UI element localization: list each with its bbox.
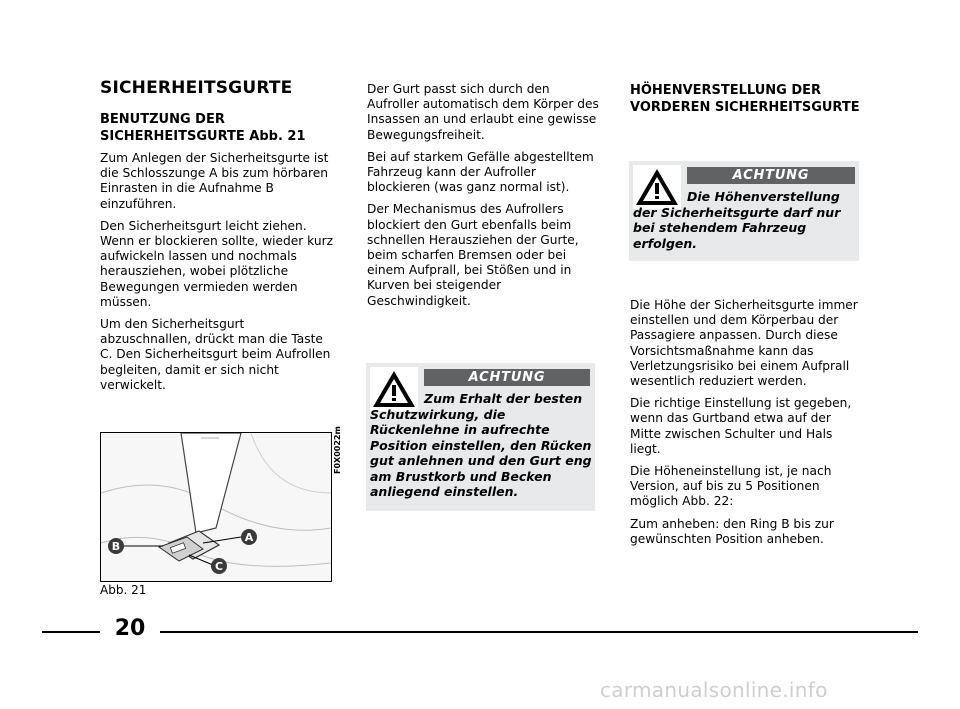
paragraph: Der Gurt passt sich durch den Aufroller automatisch dem Körper des Insassen an und erlaubt eine gewisse Bewegungsfreiheit. [367, 82, 599, 142]
section-title: SICHERHEITSGURTE [100, 78, 293, 98]
paragraph: Um den Sicherheitsgurt abzuschnallen, drückt man die Taste C. Den Sicherheitsgurt beim Aufrollen begleiten, damit er sich nicht verwickelt. [100, 317, 331, 392]
paragraph: Den Sicherheitsgurt leicht ziehen. Wenn er blockieren sollte, wieder kurz aufwickeln lassen und nochmals herausziehen, wobei plötzliche Bewegungen vermieden werden müssen. [100, 218, 333, 309]
paragraph: Die Höhe der Sicherheitsgurte immer einstellen und dem Körperbau der Passagiere anpassen. Durch diese Vorsichtsmaßnahme kann das Verletzungsrisiko bei einem Aufprall wesentlich reduziert werden. [630, 298, 858, 389]
subheading-usage: BENUTZUNG DER SICHERHEITSGURTE Abb. 21 [100, 112, 306, 144]
achtung-label: ACHTUNG [687, 167, 855, 184]
seatbelt-illustration [101, 433, 331, 581]
paragraph: Zum Anlegen der Sicherheitsgurte ist die Schlosszunge A bis zum hörbaren Einrasten in die Aufnahme B einzuführen. [100, 151, 329, 211]
warning-text: Zum Erhalt der besten Schutzwirkung, die Rückenlehne in aufrechte Position einstellen, den Rücken gut anlehnen und den Gurt eng am Brustkorb und Becken anliegend einstellen. [370, 391, 592, 499]
warning-box-height [629, 161, 859, 261]
warning-box-backrest [366, 363, 595, 511]
figure-code: F0X0022m [333, 426, 342, 474]
watermark: carmanualsonline.info [600, 678, 828, 702]
label-b: B [111, 540, 121, 553]
paragraph: Zum anheben: den Ring B bis zur gewünschten Position anheben. [630, 516, 834, 546]
seatbelt-figure [100, 432, 332, 582]
achtung-label: ACHTUNG [424, 369, 590, 386]
figure-caption: Abb. 21 [100, 583, 147, 597]
column-2 [367, 82, 599, 316]
label-a: A [244, 531, 254, 544]
paragraph: Bei auf starkem Gefälle abgestelltem Fahrzeug kann der Aufroller blockieren (was ganz normal ist). [367, 149, 594, 195]
page-number: 20 [114, 616, 146, 641]
footer-rule-right [160, 631, 918, 633]
paragraph: Der Mechanismus des Aufrollers blockiert den Gurt ebenfalls beim schnellen Herausziehen der Gurte, beim scharfen Bremsen oder bei einem Aufprall, bei Stößen und in Kurven bei steigender Geschwindigkeit. [367, 202, 579, 308]
column-3-body [630, 298, 865, 554]
column-3 [630, 82, 865, 116]
column-1 [100, 111, 335, 400]
paragraph: Die Höheneinstellung ist, je nach Version, auf bis zu 5 Positionen möglich Abb. 22: [630, 464, 832, 509]
paragraph: Die richtige Einstellung ist gegeben, wenn das Gurtband etwa auf der Mitte zwischen Schulter und Hals liegt. [630, 396, 852, 456]
subheading-height-adjust: HÖHENVERSTELLUNG DER VORDEREN SICHERHEITSGURTE [630, 83, 860, 115]
label-c: C [214, 560, 224, 573]
warning-text: Die Höhenverstellung der Sicherheitsgurte darf nur bei stehendem Fahrzeug erfolgen. [633, 189, 841, 251]
